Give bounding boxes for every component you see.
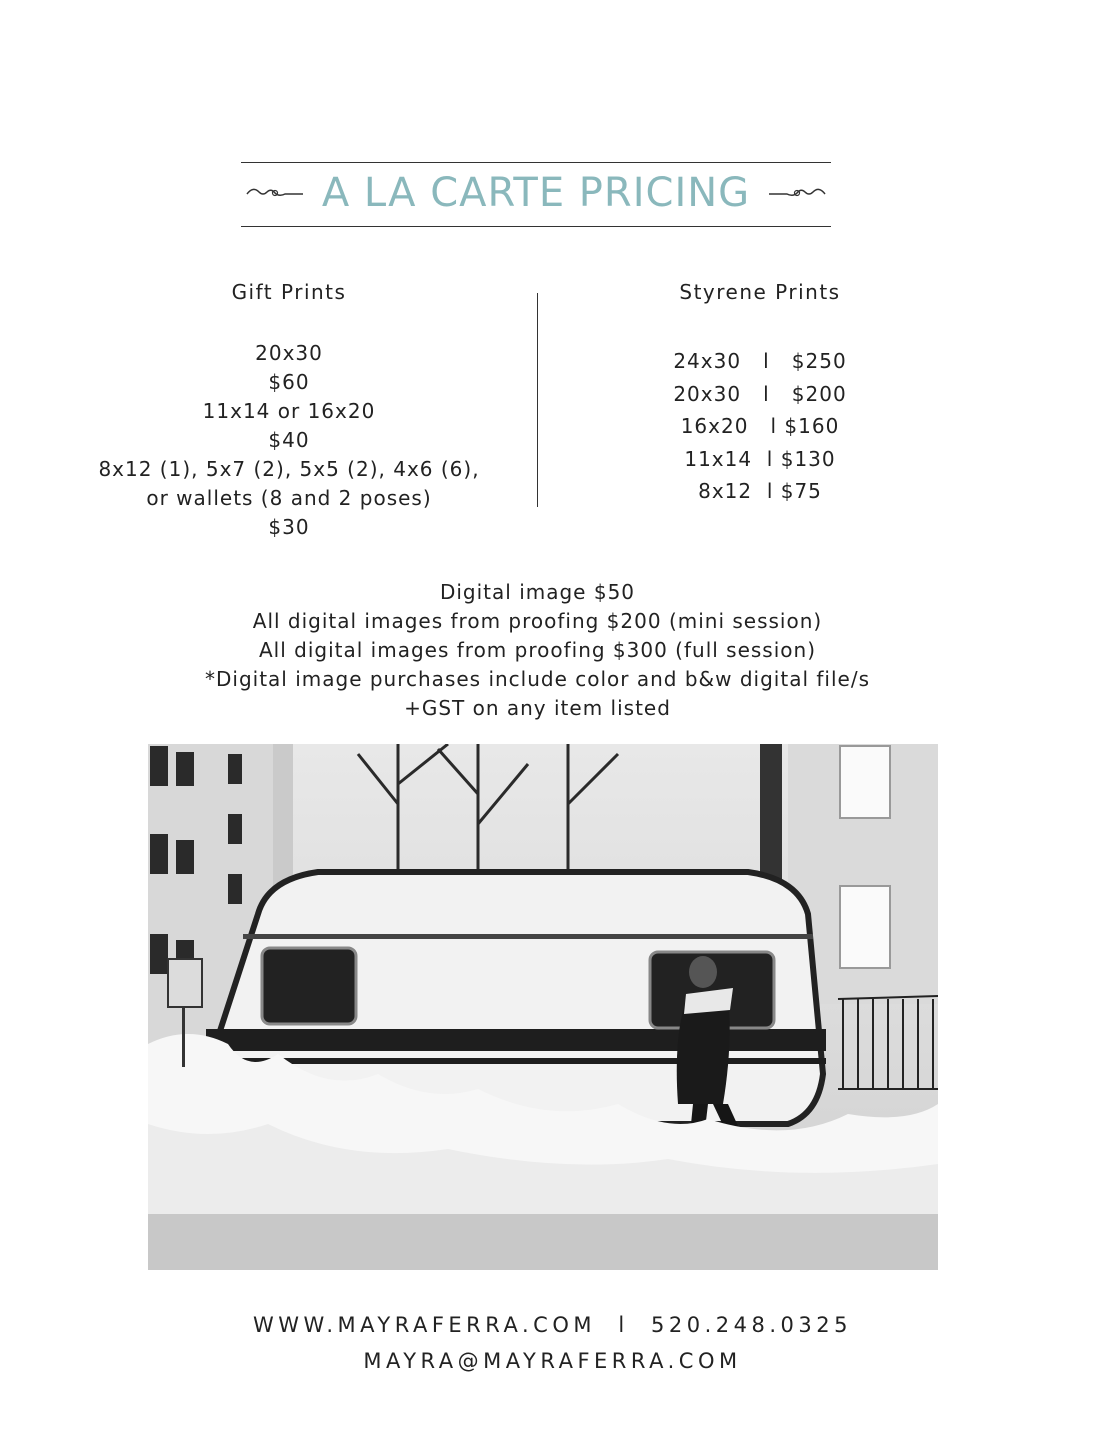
styrene-prints-line: 24x30 l $250 [673, 349, 847, 373]
digital-note-line: Digital image $50 [439, 580, 636, 604]
digital-note-line: All digital images from proofing $200 (mini session) [252, 609, 823, 633]
contact-email: MAYRA@MAYRAFERRA.COM [363, 1349, 742, 1373]
gift-prints-line: $30 [268, 515, 310, 539]
gift-prints-line: 8x12 (1), 5x7 (2), 5x5 (2), 4x6 (6), [98, 457, 480, 481]
gift-prints-section [80, 278, 498, 542]
page-title: A LA CARTE PRICING [321, 170, 751, 216]
gift-prints-line: or wallets (8 and 2 poses) [146, 486, 432, 510]
styrene-prints-line: 16x20 l $160 [680, 414, 840, 438]
digital-note-line: +GST on any item listed [404, 696, 671, 720]
gift-prints-line: $40 [268, 428, 310, 452]
title-banner [241, 168, 831, 220]
styrene-prints-line: 11x14 l $130 [684, 446, 836, 471]
digital-note-line: *Digital image purchases include color and b&w digital file/s [204, 667, 870, 691]
column-divider [537, 293, 538, 507]
title-rule-bottom [241, 226, 831, 227]
gift-prints-heading: Gift Prints [231, 280, 347, 304]
styrene-prints-heading: Styrene Prints [679, 280, 841, 304]
photo-illustration [148, 744, 938, 1270]
gift-prints-line: 11x14 or 16x20 [202, 399, 376, 423]
gift-prints-line: $60 [268, 370, 310, 394]
digital-pricing-notes [80, 578, 995, 723]
winter-caravan-photo [148, 744, 938, 1270]
contact-line: WWW.MAYRAFERRA.COM l 520.248.0325 [252, 1313, 852, 1337]
styrene-prints-section [600, 278, 920, 508]
gift-prints-line: 20x30 [255, 341, 323, 365]
styrene-prints-line: 20x30 l $200 [673, 381, 847, 406]
title-rule-top [241, 162, 831, 163]
flourish-right-icon [767, 184, 827, 204]
styrene-prints-line: 8x12 l $75 [698, 479, 822, 503]
digital-note-line: All digital images from proofing $300 (full session) [259, 638, 816, 662]
